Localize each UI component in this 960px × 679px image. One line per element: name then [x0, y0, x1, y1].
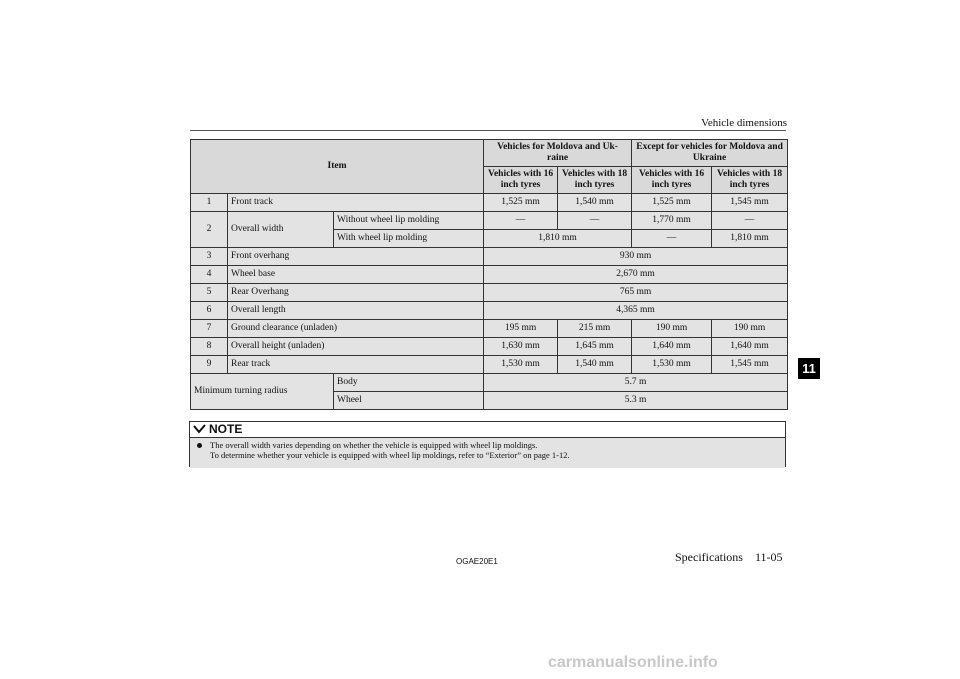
table-row: [191, 355, 788, 373]
cell-value: 5.7 m: [484, 373, 788, 391]
cell-value: —: [484, 211, 558, 229]
subheader-16-inch: Vehicles with 16 inch tyres: [632, 166, 712, 193]
cell-value: 215 mm: [558, 319, 632, 337]
group-header-except: Except for vehicles for Moldova and Ukraine: [632, 140, 788, 167]
row-number: 9: [191, 355, 228, 373]
row-label: Ground clearance (unladen): [228, 319, 484, 337]
subheader-18-inch: Vehicles with 18 inch tyres: [712, 166, 788, 193]
cell-value: 1,525 mm: [484, 193, 558, 211]
table-header-row: [191, 140, 788, 167]
row-sublabel: Body: [334, 373, 484, 391]
cell-value: 1,530 mm: [632, 355, 712, 373]
row-label: Overall height (unladen): [228, 337, 484, 355]
note-box: [189, 421, 786, 467]
page-number: 11-05: [755, 550, 783, 564]
cell-value: —: [558, 211, 632, 229]
row-number: 8: [191, 337, 228, 355]
row-number: 2: [191, 211, 228, 247]
note-title: NOTE: [209, 422, 243, 436]
cell-value: 1,525 mm: [632, 193, 712, 211]
table-row: [191, 265, 788, 283]
section-name: Specifications: [675, 550, 743, 564]
cell-value: 1,810 mm: [712, 229, 788, 247]
table-row: [191, 211, 788, 229]
item-header: Item: [191, 140, 484, 194]
cell-value: 1,540 mm: [558, 193, 632, 211]
table-row: [191, 319, 788, 337]
subheader-16-inch: Vehicles with 16 inch tyres: [484, 166, 558, 193]
row-sublabel: Wheel: [334, 391, 484, 409]
document-code: OGAE20E1: [456, 557, 498, 566]
row-number: 1: [191, 193, 228, 211]
row-number: 7: [191, 319, 228, 337]
cell-value: 1,640 mm: [712, 337, 788, 355]
row-label: Rear Overhang: [228, 283, 484, 301]
row-sublabel: Without wheel lip molding: [334, 211, 484, 229]
table-row: [191, 283, 788, 301]
cell-value: 4,365 mm: [484, 301, 788, 319]
cell-value: —: [632, 229, 712, 247]
cell-value: 1,540 mm: [558, 355, 632, 373]
note-text: To determine whether your vehicle is equipped with wheel lip moldings, refer to “Exterior” on page 1-12.: [210, 450, 570, 460]
row-label: Wheel base: [228, 265, 484, 283]
pen-icon: [193, 424, 206, 434]
subheader-18-inch: Vehicles with 18 inch tyres: [558, 166, 632, 193]
row-label: Overall length: [228, 301, 484, 319]
cell-value: —: [712, 211, 788, 229]
cell-value: 1,545 mm: [712, 193, 788, 211]
cell-value: 1,545 mm: [712, 355, 788, 373]
row-number: 4: [191, 265, 228, 283]
cell-value: 1,770 mm: [632, 211, 712, 229]
cell-value: 5.3 m: [484, 391, 788, 409]
bullet-icon: [197, 443, 202, 448]
cell-value: 1,530 mm: [484, 355, 558, 373]
row-label: Minimum turning radius: [191, 373, 334, 409]
cell-value: 190 mm: [632, 319, 712, 337]
header-rule: [190, 130, 786, 131]
row-number: 5: [191, 283, 228, 301]
chapter-tab: 11: [798, 358, 820, 379]
cell-value: 765 mm: [484, 283, 788, 301]
vehicle-dimensions-table: [190, 139, 788, 410]
table-row: [191, 193, 788, 211]
group-header-moldova-ukraine: Vehicles for Moldova and Uk-raine: [484, 140, 632, 167]
row-number: 6: [191, 301, 228, 319]
cell-value: 1,810 mm: [484, 229, 632, 247]
table-row: [191, 337, 788, 355]
cell-value: 2,670 mm: [484, 265, 788, 283]
note-header: [190, 422, 785, 436]
cell-value: 1,645 mm: [558, 337, 632, 355]
cell-value: 1,630 mm: [484, 337, 558, 355]
table-row: [191, 301, 788, 319]
row-label: Front track: [228, 193, 484, 211]
page-header-title: Vehicle dimensions: [701, 117, 787, 129]
cell-value: 930 mm: [484, 247, 788, 265]
table-row: [191, 373, 788, 391]
cell-value: 195 mm: [484, 319, 558, 337]
table-row: [191, 247, 788, 265]
row-label: Front overhang: [228, 247, 484, 265]
row-label: Overall width: [228, 211, 334, 247]
row-sublabel: With wheel lip molding: [334, 229, 484, 247]
cell-value: 190 mm: [712, 319, 788, 337]
note-text: The overall width varies depending on whether the vehicle is equipped with wheel lip moldings.: [210, 440, 538, 450]
row-label: Rear track: [228, 355, 484, 373]
row-number: 3: [191, 247, 228, 265]
note-body: [190, 437, 785, 468]
cell-value: 1,640 mm: [632, 337, 712, 355]
watermark: carmanualsonline.info: [548, 654, 718, 671]
